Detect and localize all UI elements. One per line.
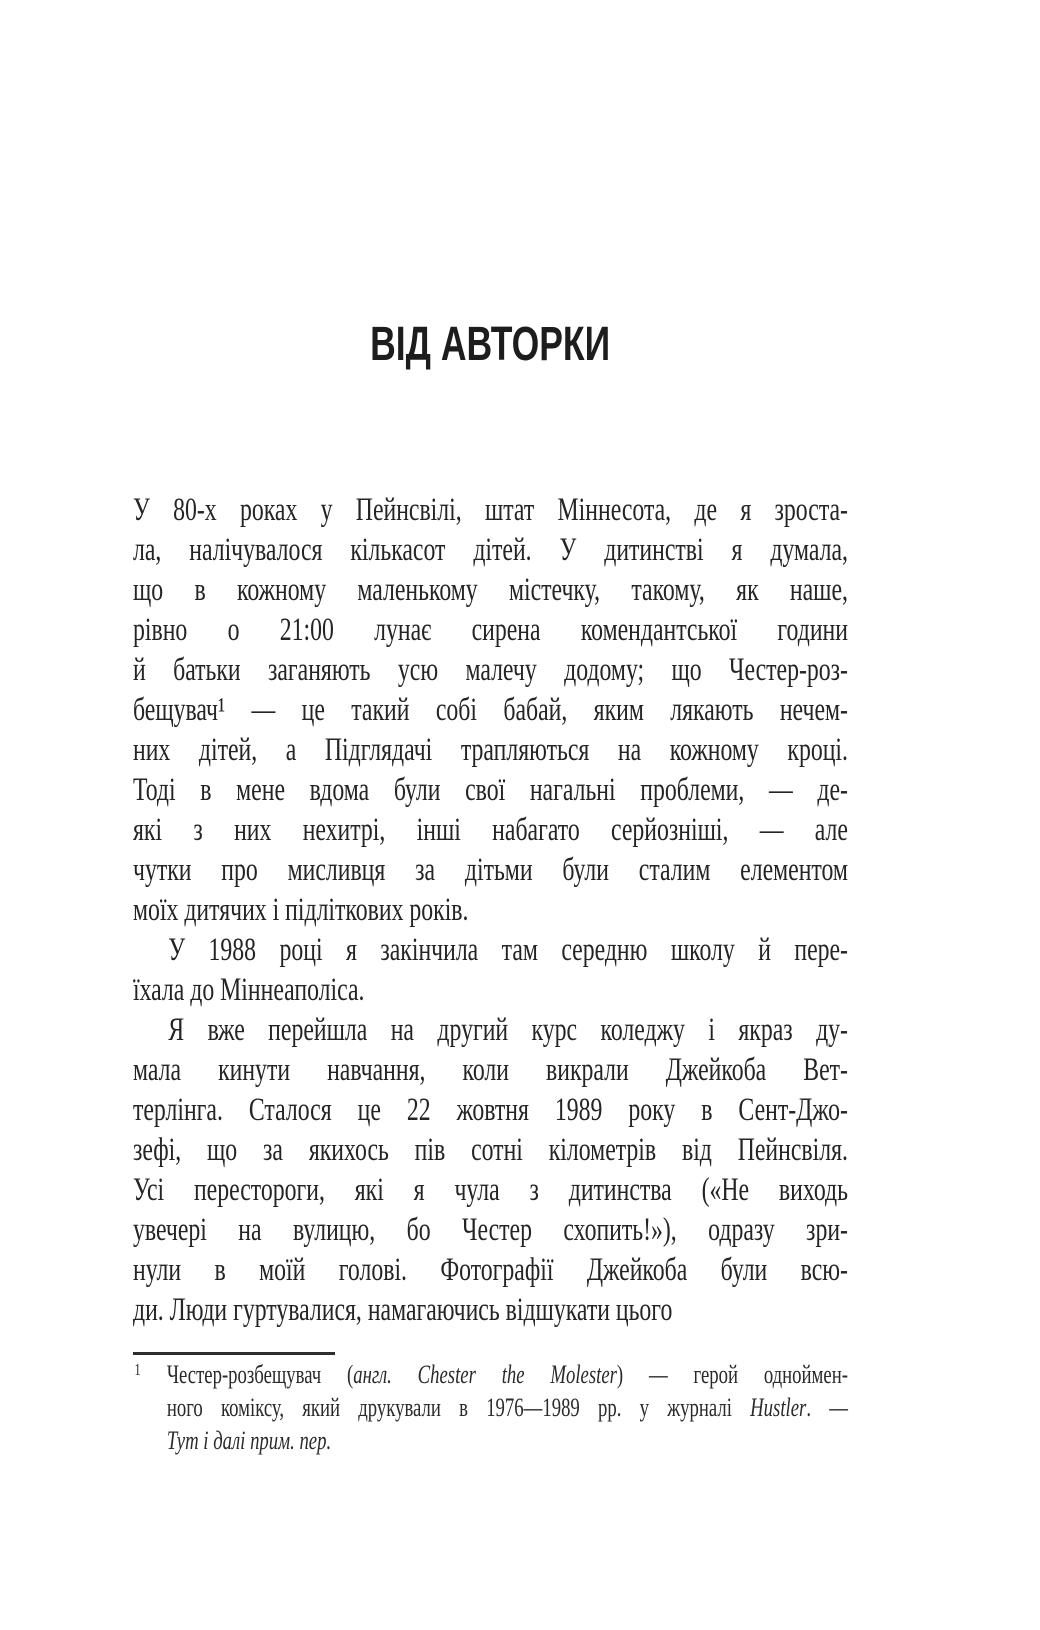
body-text	[133, 490, 848, 1330]
text-line: них дітей, а Підглядачі трапляються на кожному кроці.	[133, 732, 848, 768]
footnote-marker: 1	[134, 1360, 141, 1379]
text-line: їхала до Міннеаполіса.	[133, 972, 365, 1008]
chapter-title-text: ВІД АВТОРКИ	[370, 318, 611, 371]
text-line: й батьки заганяють усю малечу додому; що Честер-роз-	[133, 652, 848, 688]
footnote-line	[133, 1358, 848, 1391]
footnote-regular-text: ) — герой одноймен-	[616, 1360, 848, 1389]
footnote-line	[133, 1424, 848, 1457]
text-line: Я вже перейшла на другий курс коледжу і якраз ду-	[168, 1012, 848, 1048]
text-line: що в кожному маленькому містечку, такому, як наше,	[133, 572, 848, 608]
text-line: нули в моїй голові. Фотографії Джейкоба були всю-	[133, 1252, 848, 1288]
footnote-regular-text: Честер-розбещувач (	[166, 1360, 354, 1389]
footnote-italic-text: Тут і далі прим. пер.	[166, 1426, 332, 1455]
text-line: У 1988 році я закінчила там середню школу й пере-	[168, 932, 848, 968]
chapter-title	[133, 320, 848, 370]
text-line: ди. Люди гуртувалися, намагаючись відшукати цього	[133, 1292, 673, 1328]
footnote-divider	[133, 1352, 335, 1355]
footnote-italic-text: англ. Chester the Molester	[353, 1360, 617, 1389]
footnote-line	[133, 1391, 848, 1424]
footnote-regular-text: ного коміксу, який друкували в 1976—1989 рр. у журналі	[166, 1393, 751, 1422]
text-line: зефі, що за якихось пів сотні кілометрів від Пейнсвіля.	[133, 1132, 848, 1168]
footnote	[133, 1358, 848, 1457]
text-line: Усі перестороги, які я чула з дитинства («Не виходь	[133, 1172, 848, 1208]
text-line: чутки про мисливця за дітьми були сталим елементом	[133, 852, 848, 888]
footnote-regular-text: . —	[806, 1393, 848, 1422]
text-line: які з них нехитрі, інші набагато серйозніші, — але	[133, 812, 848, 848]
text-line: увечері на вулицю, бо Честер схопить!»), одразу зри-	[133, 1212, 848, 1248]
text-line: терлінга. Сталося це 22 жовтня 1989 року в Сент-Джо-	[133, 1092, 848, 1128]
text-line: рівно о 21:00 лунає сирена комендантської години	[133, 612, 848, 648]
footnote-text	[133, 1358, 848, 1457]
text-line: Тоді в мене вдома були свої нагальні проблеми, — де-	[133, 772, 848, 808]
text-line: У 80-х роках у Пейнсвілі, штат Міннесота, де я зроста-	[133, 492, 848, 528]
text-line: моїх дитячих і підліткових років.	[133, 892, 469, 928]
text-line: ла, налічувалося кількасот дітей. У дитинстві я думала,	[133, 532, 848, 568]
text-line: бещувач¹ — це такий собі бабай, яким лякають нечем-	[133, 692, 848, 728]
footnote-italic-text: Hustler	[750, 1393, 807, 1422]
text-line: мала кинути навчання, коли викрали Джейкоба Вет-	[133, 1052, 848, 1088]
